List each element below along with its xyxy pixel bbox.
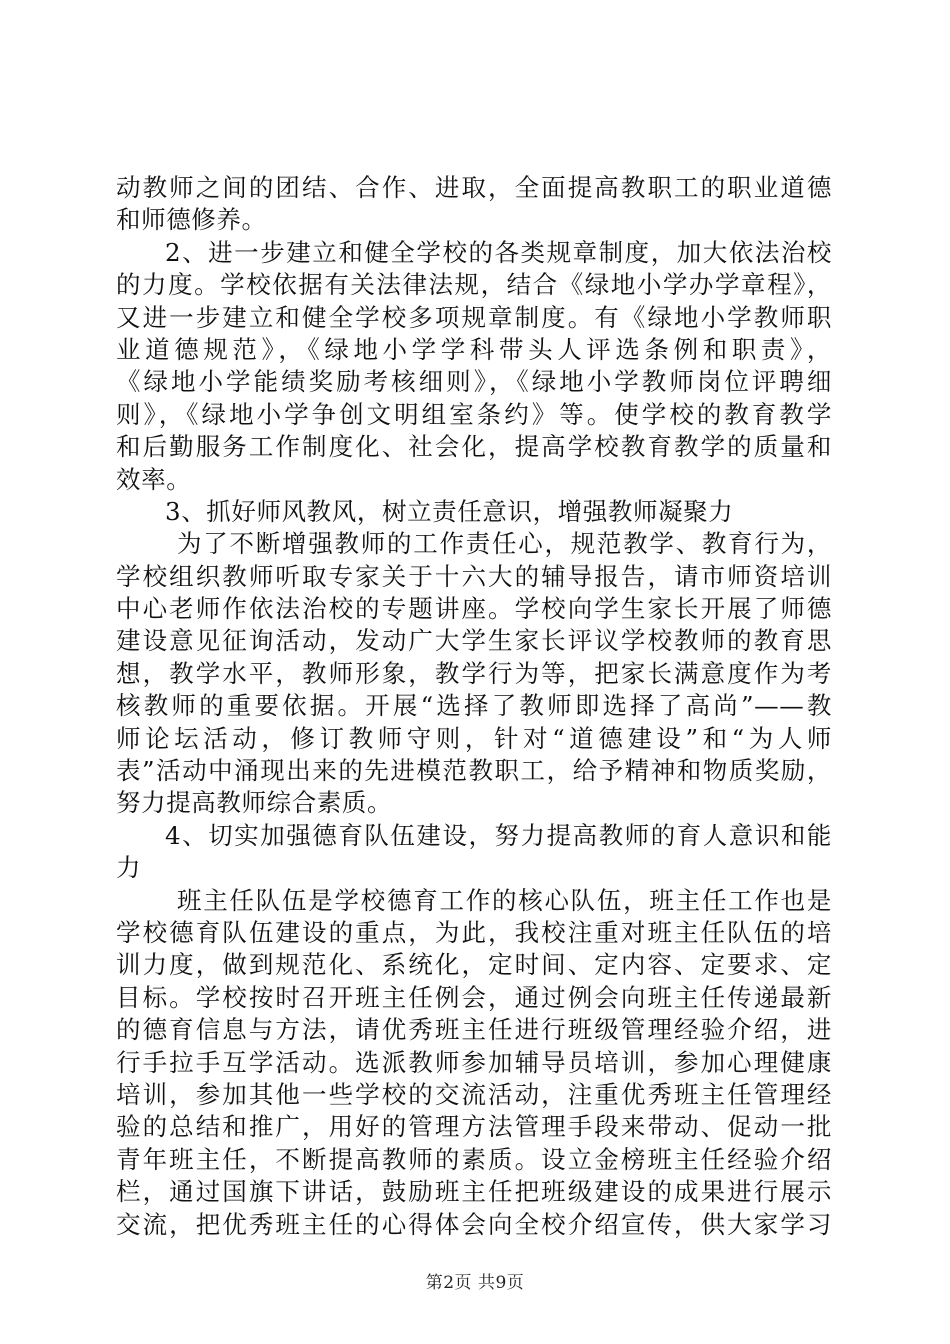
text-line: 中心老师作依法治校的专题讲座。学校向学生家长开展了师德: [116, 594, 832, 624]
text-line: 表”活动中涌现出来的先进模范教职工，给予精神和物质奖励，: [116, 756, 832, 786]
text-line: 业道德规范》，《绿地小学学科带头人评选条例和职责》，: [116, 334, 832, 364]
text-line: 交流，把优秀班主任的心得体会向全校介绍宣传，供大家学习: [116, 1209, 832, 1239]
text-line: 为了不断增强教师的工作责任心，规范教学、教育行为，: [177, 529, 832, 559]
text-line: 3、抓好师风教风，树立责任意识，增强教师凝聚力: [165, 496, 734, 526]
text-line: 想，教学水平，教师形象，教学行为等，把家长满意度作为考: [116, 658, 832, 688]
text-line: 力: [116, 853, 142, 883]
text-line: 动教师之间的团结、合作、进取，全面提高教职工的职业道德: [116, 173, 832, 202]
text-line: 4、切实加强德育队伍建设，努力提高教师的育人意识和能: [165, 820, 832, 850]
text-line: 建设意见征询活动，发动广大学生家长评议学校教师的教育思: [116, 626, 832, 656]
text-line: 的力度。学校依据有关法律法规，结合《绿地小学办学章程》，: [116, 270, 832, 300]
text-line: 栏，通过国旗下讲话，鼓励班主任把班级建设的成果进行展示: [116, 1177, 832, 1207]
text-line: 学校德育队伍建设的重点，为此，我校注重对班主任队伍的培: [116, 917, 832, 947]
text-line: 2、进一步建立和健全学校的各类规章制度，加大依法治校: [165, 237, 832, 267]
text-line: 的德育信息与方法，请优秀班主任进行班级管理经验介绍，进: [116, 1015, 832, 1045]
text-line: 培训，参加其他一些学校的交流活动，注重优秀班主任管理经: [116, 1079, 832, 1109]
text-line: 师论坛活动，修订教师守则，针对“道德建设”和“为人师: [116, 723, 832, 753]
text-line: 班主任队伍是学校德育工作的核心队伍，班主任工作也是: [177, 885, 832, 915]
text-line: 《绿地小学能绩奖励考核细则》，《绿地小学教师岗位评聘细: [116, 367, 832, 397]
text-line: 目标。学校按时召开班主任例会，通过例会向班主任传递最新: [116, 982, 832, 1012]
text-line: 行手拉手互学活动。选派教师参加辅导员培训，参加心理健康: [116, 1047, 832, 1077]
text-line: 青年班主任，不断提高教师的素质。设立金榜班主任经验介绍: [116, 1144, 832, 1174]
body-text: [116, 172, 832, 1241]
text-line: 学校组织教师听取专家关于十六大的辅导报告，请市师资培训: [116, 561, 832, 591]
text-line: 核教师的重要依据。开展“选择了教师即选择了高尚”——教: [116, 691, 832, 721]
page-number-footer: 第2页 共9页: [425, 1273, 525, 1293]
text-line: 和师德修养。: [116, 205, 267, 235]
text-line: 又进一步建立和健全学校多项规章制度。有《绿地小学教师职: [116, 302, 832, 332]
text-line: 训力度，做到规范化、系统化，定时间、定内容、定要求、定: [116, 950, 832, 980]
text-line: 效率。: [116, 464, 192, 494]
text-line: 努力提高教师综合素质。: [116, 788, 393, 818]
text-line: 则》，《绿地小学争创文明组室条约》等。使学校的教育教学: [116, 399, 832, 429]
text-line: 验的总结和推广，用好的管理方法管理手段来带动、促动一批: [116, 1112, 832, 1142]
text-line: 和后勤服务工作制度化、社会化，提高学校教育教学的质量和: [116, 432, 832, 462]
